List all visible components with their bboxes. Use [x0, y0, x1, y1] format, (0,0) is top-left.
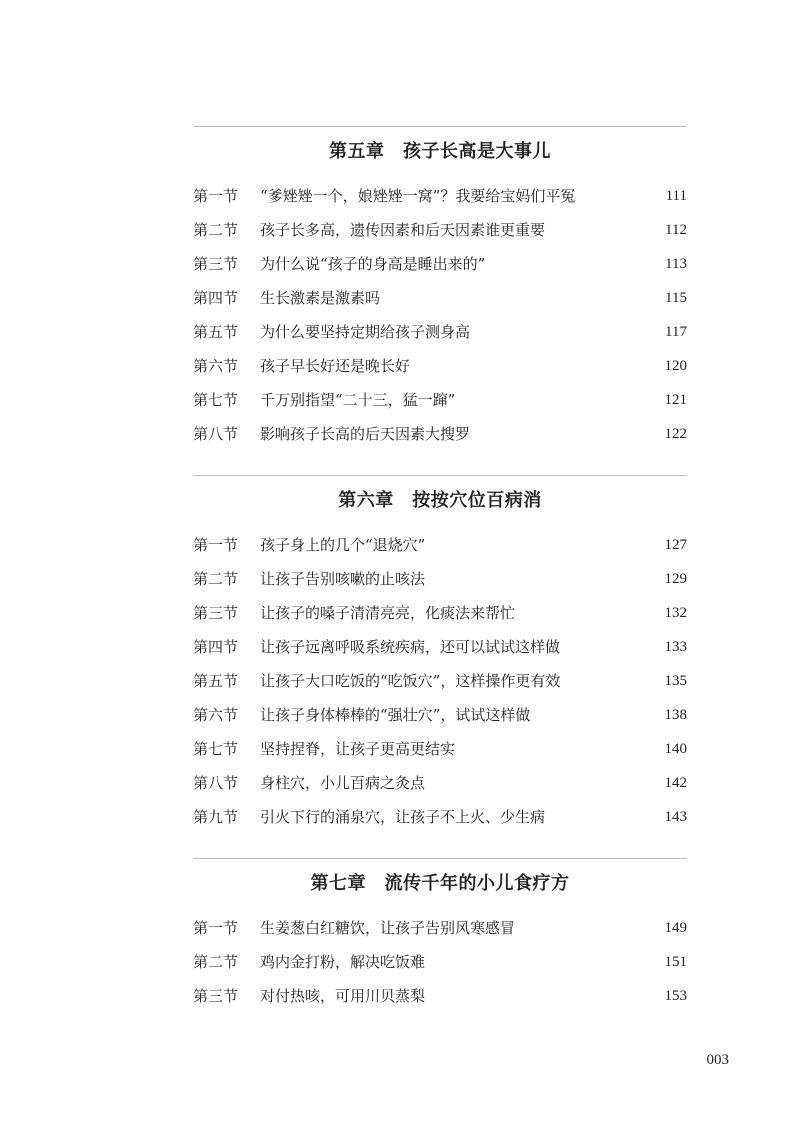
section-number: 第一节	[193, 536, 239, 554]
section-number: 第四节	[193, 638, 239, 656]
section-number: 第七节	[193, 391, 239, 409]
section-page: 151	[664, 954, 687, 970]
chapter-title: 第六章 按按穴位百病消	[338, 490, 542, 511]
section-title: 让孩子远离呼吸系统疾病，还可以试试这样做	[260, 638, 561, 656]
section-page: 149	[664, 920, 687, 936]
section-title: 为什么说“孩子的身高是睡出来的”	[260, 255, 486, 273]
chapter-6	[193, 475, 687, 834]
section-page: 138	[664, 707, 687, 723]
section-number: 第二节	[193, 570, 239, 588]
section-title: 让孩子大口吃饭的“吃饭穴”，这样操作更有效	[260, 672, 561, 690]
section-page: 127	[664, 537, 687, 553]
toc-entry	[193, 766, 687, 800]
toc-entry	[193, 945, 687, 979]
section-title: 影响孩子长高的后天因素大搜罗	[260, 425, 471, 443]
section-page: 140	[664, 741, 687, 757]
section-page: 111	[665, 188, 687, 204]
section-number: 第一节	[193, 919, 239, 937]
section-title: “爹矬矬一个，娘矬矬一窝”？我要给宝妈们平冤	[260, 187, 576, 205]
toc-entry	[193, 528, 687, 562]
section-title: 让孩子告别咳嗽的止咳法	[260, 570, 426, 588]
section-title: 孩子身上的几个“退烧穴”	[260, 536, 426, 554]
toc-entry	[193, 664, 687, 698]
toc-entry	[193, 630, 687, 664]
section-title: 孩子早长好还是晚长好	[260, 357, 411, 375]
section-page: 143	[664, 809, 687, 825]
section-title: 为什么要坚持定期给孩子测身高	[260, 323, 471, 341]
section-title: 让孩子身体棒棒的“强壮穴”，试试这样做	[260, 706, 531, 724]
chapter-entries	[193, 179, 687, 451]
chapter-5	[193, 126, 687, 451]
toc-entry	[193, 179, 687, 213]
toc-entry	[193, 596, 687, 630]
table-of-contents	[193, 126, 687, 1013]
section-page: 122	[664, 426, 687, 442]
toc-entry	[193, 247, 687, 281]
toc-entry	[193, 383, 687, 417]
section-number: 第九节	[193, 808, 239, 826]
section-number: 第八节	[193, 774, 239, 792]
section-number: 第六节	[193, 706, 239, 724]
toc-entry	[193, 417, 687, 451]
section-number: 第三节	[193, 604, 239, 622]
toc-entry	[193, 732, 687, 766]
section-number: 第二节	[193, 953, 239, 971]
toc-entry	[193, 562, 687, 596]
section-number: 第四节	[193, 289, 239, 307]
section-number: 第一节	[193, 187, 239, 205]
section-page: 142	[664, 775, 687, 791]
section-page: 132	[664, 605, 687, 621]
section-page: 153	[664, 988, 687, 1004]
section-page: 129	[664, 571, 687, 587]
section-page: 120	[664, 358, 687, 374]
toc-entry	[193, 800, 687, 834]
section-title: 身柱穴，小儿百病之灸点	[260, 774, 426, 792]
section-number: 第六节	[193, 357, 239, 375]
section-number: 第三节	[193, 987, 239, 1005]
chapter-divider	[193, 126, 687, 127]
section-page: 112	[665, 222, 687, 238]
section-title: 对付热咳，可用川贝蒸梨	[260, 987, 426, 1005]
chapter-entries	[193, 528, 687, 834]
section-page: 113	[665, 256, 687, 272]
section-page: 133	[664, 639, 687, 655]
chapter-divider	[193, 858, 687, 859]
section-page: 117	[665, 324, 687, 340]
section-title: 鸡内金打粉，解决吃饭难	[260, 953, 426, 971]
section-number: 第五节	[193, 672, 239, 690]
toc-entry	[193, 281, 687, 315]
section-title: 孩子长多高，遗传因素和后天因素谁更重要	[260, 221, 546, 239]
section-number: 第七节	[193, 740, 239, 758]
section-title: 生长激素是激素吗	[260, 289, 381, 307]
section-number: 第八节	[193, 425, 239, 443]
toc-entry	[193, 349, 687, 383]
chapter-title: 第七章 流传千年的小儿食疗方	[310, 873, 570, 894]
chapter-divider	[193, 475, 687, 476]
chapter-7	[193, 858, 687, 1013]
section-title: 引火下行的涌泉穴，让孩子不上火、少生病	[260, 808, 546, 826]
section-title: 生姜葱白红糖饮，让孩子告别风寒感冒	[260, 919, 516, 937]
chapter-title: 第五章 孩子长高是大事儿	[329, 141, 551, 162]
toc-entry	[193, 979, 687, 1013]
toc-entry	[193, 911, 687, 945]
section-number: 第三节	[193, 255, 239, 273]
toc-entry	[193, 213, 687, 247]
toc-entry	[193, 315, 687, 349]
page-number: 003	[706, 1052, 729, 1068]
section-page: 121	[664, 392, 687, 408]
section-page: 135	[664, 673, 687, 689]
section-title: 坚持捏脊，让孩子更高更结实	[260, 740, 456, 758]
section-title: 让孩子的嗓子清清亮亮，化痰法来帮忙	[260, 604, 516, 622]
section-page: 115	[665, 290, 687, 306]
section-title: 千万别指望“二十三，猛一蹿”	[260, 391, 456, 409]
chapter-entries	[193, 911, 687, 1013]
section-number: 第二节	[193, 221, 239, 239]
section-number: 第五节	[193, 323, 239, 341]
toc-entry	[193, 698, 687, 732]
